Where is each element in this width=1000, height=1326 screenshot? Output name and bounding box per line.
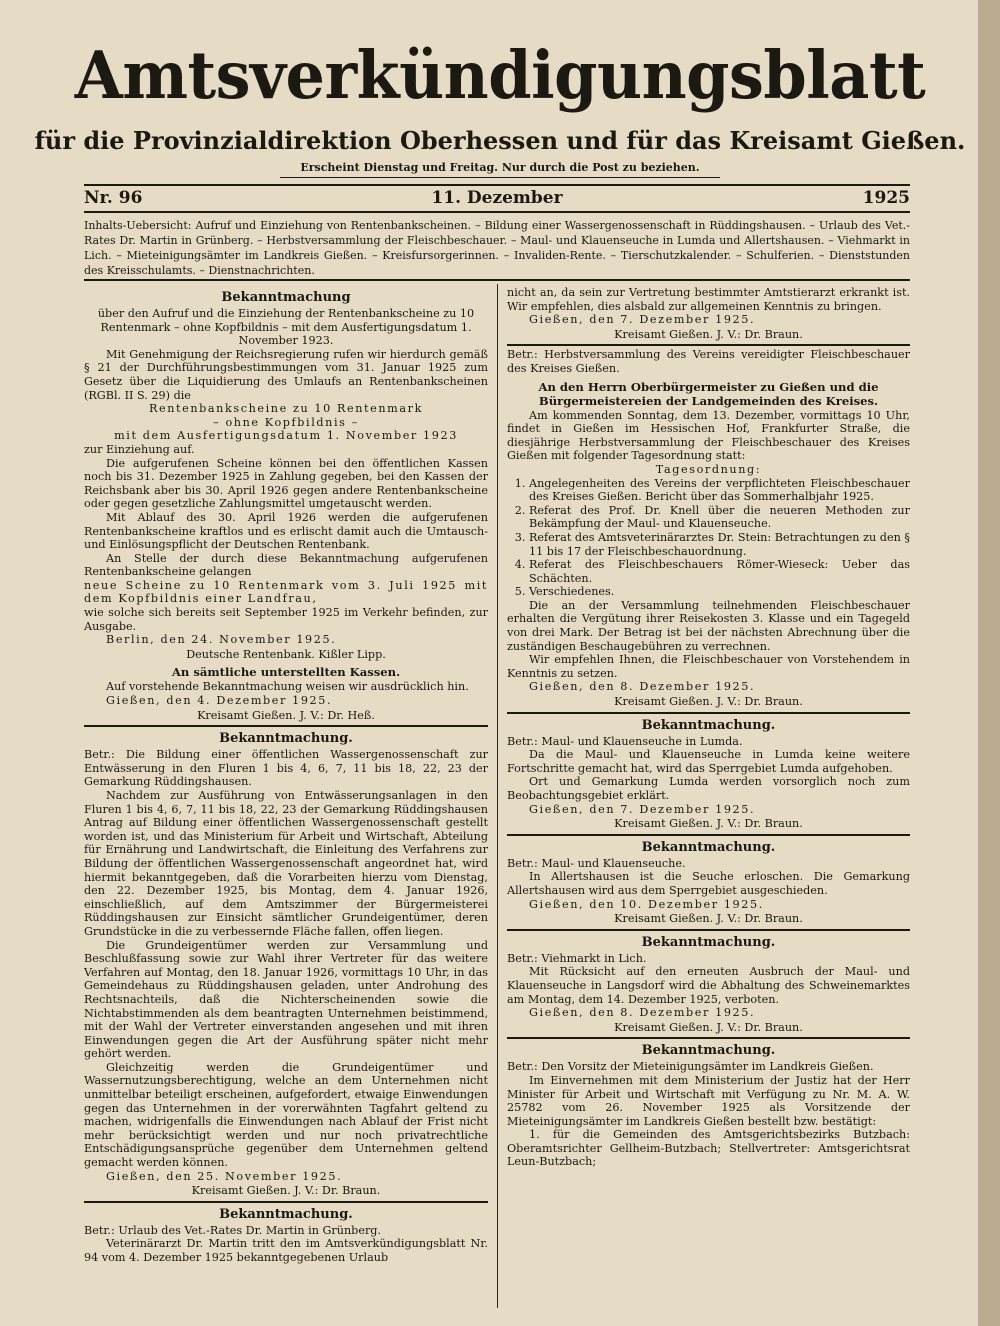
agenda-item: 1. Angelegenheiten des Vereins der verpflichteten Fleischbeschauer des Kreises Gießen. Bericht über das Sommerhalbjahr 1925. [529, 477, 910, 504]
paragraph: Auf vorstehende Bekanntmachung weisen wir ausdrücklich hin. [106, 680, 469, 694]
agenda-item: 4. Referat des Fleischbeschauers Römer-Wieseck: Ueber das Schächten. [529, 558, 910, 585]
paragraph: Im Einvernehmen mit dem Ministerium der Justiz hat der Herr Minister für Arbeit und Wirtschaft mit Verfügung zu Nr. M. A. W. 25782 vom 26. November 1925 als Vorsitzende der Mieteinigungsämter im Landkreis Gießen bestellt bzw. bestätigt: [507, 1073, 910, 1128]
paragraph: Nachdem zur Ausführung von Entwässerungsanlagen in den Fluren 1 bis 4, 6, 7, 11 bis 18, 22, 23 der Gemarkung Rüddingshausen Antrag auf Bildung einer öffentlichen Wassergenossenschaft gestellt worden ist, und das Ministerium für Arbeit und Wirtschaft, Abteilung für Ernährung und Landwirtschaft, die Einleitung des Verfahrens zur Bildung der öffentlichen Wassergenossenschaft angeordnet hat, wird hiermit bekanntgegeben, daß die Vorarbeiten hierzu vom Dienstag, den 22. Dezember 1925, bis Montag, dem 4. Januar 1926, einschließlich, auf dem Amtszimmer der Bürgermeisterei Rüddingshausen zur Einsicht sämtlicher Grundeigentümer, deren Grundstücke in die zu verbessernde Fläche fallen, offen liegen. [84, 789, 488, 938]
subject-line: Betr.: Viehmarkt in Lich. [507, 951, 647, 965]
subject-line: Betr.: Maul- und Klauenseuche. [507, 856, 686, 870]
section-rule [507, 929, 910, 931]
issue-rule-bottom [84, 211, 910, 213]
place-date: Gießen, den 10. Dezember 1925. [529, 897, 764, 911]
section-rule [507, 712, 910, 714]
subject-line: Betr.: Den Vorsitz der Mieteinigungsämter im Landkreis Gießen. [507, 1060, 874, 1074]
section-heading: Bekanntmachung. [641, 934, 776, 950]
agenda-item: 3. Referat des Amtsveterinärarztes Dr. Stein: Betrachtungen zu den § 11 bis 17 der Fleischbeschauordnung. [529, 531, 910, 558]
emphasis-line: – ohne Kopfbildnis – [213, 415, 359, 429]
issue-date: 11. Dezember [431, 188, 563, 208]
issue-bar [84, 186, 910, 210]
section-heading: Bekanntmachung. [641, 1043, 776, 1059]
paragraph: Wir empfehlen Ihnen, die Fleischbeschauer von Vorstehendem in Kenntnis zu setzen. [507, 653, 910, 680]
masthead-rule [280, 177, 720, 178]
subject-line: Betr.: Herbstversammlung des Vereins vereidigter Fleischbeschauer des Kreises Gießen. [507, 348, 910, 375]
emphasis-line: neue Scheine zu 10 Rentenmark vom 3. Juli 1925 mit dem Kopfbildnis einer Landfrau, [84, 578, 488, 606]
place-date: Gießen, den 25. November 1925. [106, 1169, 343, 1183]
section-rule [507, 344, 910, 346]
place-date: Berlin, den 24. November 1925. [106, 633, 337, 647]
place-date: Gießen, den 8. Dezember 1925. [529, 1006, 756, 1020]
column-divider [497, 284, 498, 1308]
announcement-intro: über den Aufruf und die Einziehung der Rentenbankscheine zu 10 Rentenmark – ohne Kopfbildnis – mit dem Ausfertigungsdatum 1. November 1923. [97, 307, 475, 348]
paragraph: In Allertshausen ist die Seuche erloschen. Die Gemarkung Allertshausen wird aus dem Sperrgebiet ausgeschieden. [507, 870, 910, 897]
right-column [507, 286, 910, 1169]
place-date: Gießen, den 4. Dezember 1925. [106, 694, 333, 708]
paragraph: Am kommenden Sonntag, dem 13. Dezember, vormittags 10 Uhr, findet in Gießen im Hessischen Hof, Frankfurter Straße, die diesjährige Herbstversammlung der Fleischbeschauer des Kreises Gießen mit folgender Tagesordnung statt: [507, 408, 910, 463]
section-rule [507, 834, 910, 836]
paragraph: wie solche sich bereits seit September 1925 im Verkehr befinden, zur Ausgabe. [84, 606, 488, 633]
paragraph: Mit Rücksicht auf den erneuten Ausbruch der Maul- und Klauenseuche in Langsdorf wird die Abhaltung des Schweinemarktes am Montag, dem 14. Dezember 1925, verboten. [507, 965, 910, 1006]
paragraph: Mit Genehmigung der Reichsregierung rufen wir hierdurch gemäß § 21 der Durchführungsbestimmungen vom 31. Januar 1925 zum Gesetz über die Liquidierung des Umlaufs an Rentenbankscheinen (RGBl. II S. 29) die [84, 347, 488, 402]
left-column [84, 286, 488, 1265]
signature: Kreisamt Gießen. J. V.: Dr. Braun. [614, 327, 803, 341]
paragraph: Veterinärarzt Dr. Martin tritt den im Amtsverkündigungsblatt Nr. 94 vom 4. Dezember 1925 bekanntgegebenen Urlaub [84, 1237, 488, 1264]
agenda-item: 5. Verschiedenes. [529, 585, 910, 599]
masthead-title: Amtsverkündigungsblatt [74, 37, 926, 114]
paragraph: 1. für die Gemeinden des Amtsgerichtsbezirks Butzbach: Oberamtsrichter Gellheim-Butzbach; Stellvertreter: Amtsgerichtsrat Leun-Butzbach; [507, 1128, 910, 1169]
section-rule [84, 1201, 488, 1203]
signature: Kreisamt Gießen. J. V.: Dr. Braun. [614, 912, 803, 926]
subject-line: Betr.: Urlaub des Vet.-Rates Dr. Martin in Grünberg. [84, 1223, 382, 1237]
masthead-subtitle: für die Provinzialdirektion Oberhessen und für das Kreisamt Gießen. [34, 126, 966, 155]
section-heading: An sämtliche unterstellten Kassen. [171, 665, 401, 680]
place-date: Gießen, den 8. Dezember 1925. [529, 680, 756, 694]
signature: Kreisamt Gießen. J. V.: Dr. Braun. [614, 817, 803, 831]
signature: Kreisamt Gießen. J. V.: Dr. Braun. [191, 1184, 381, 1198]
emphasis-line: mit dem Ausfertigungsdatum 1. November 1923 [114, 429, 458, 443]
paragraph: Gleichzeitig werden die Grundeigentümer und Wassernutzungsberechtigung, welche an dem Unternehmen nicht unmittelbar beteiligt erscheinen, aufgefordert, etwaige Einwendungen gegen das Unternehmen in der vorerwähnten Tagfahrt geltend zu machen, widrigenfalls die Einwendungen nach Ablauf der Frist nicht mehr berücksichtigt werden und nur noch privatrechtliche Entschädigungsansprüche gegenüber dem Unternehmen geltend gemacht werden können. [84, 1060, 488, 1170]
subject-line: Betr.: Die Bildung einer öffentlichen Wassergenossenschaft zur Entwässerung in den Fluren 1 bis 4, 6, 7, 11 bis 18, 22, 23 der Gemarkung Rüddingshausen. [84, 748, 488, 789]
paragraph: Ort und Gemarkung Lumda werden vorsorglich noch zum Beobachtungsgebiet erklärt. [507, 775, 910, 802]
signature: Kreisamt Gießen. J. V.: Dr. Braun. [614, 695, 803, 709]
issue-number: Nr. 96 [84, 188, 143, 208]
emphasis-line: Rentenbankscheine zu 10 Rentenmark [148, 402, 423, 416]
agenda-item: 2. Referat des Prof. Dr. Knell über die neueren Methoden zur Bekämpfung der Maul- und Klauenseuche. [529, 504, 910, 531]
section-heading: Bekanntmachung [221, 290, 351, 305]
section-heading: Bekanntmachung. [641, 717, 776, 733]
paragraph: An Stelle der durch diese Bekanntmachung aufgerufenen Rentenbankscheine gelangen [84, 551, 488, 579]
place-date: Gießen, den 7. Dezember 1925. [529, 802, 756, 816]
section-rule [84, 725, 488, 727]
paragraph: Die aufgerufenen Scheine können bei den öffentlichen Kassen noch bis 31. Dezember 1925 in Zahlung gegeben, bei den Kassen der Reichsbank aber bis 30. April 1926 gegen andere Rentenbankscheine oder gegen gesetzliche Zahlungsmittel umgetauscht werden. [84, 456, 488, 511]
agenda-title: Tagesordnung: [655, 462, 762, 476]
paragraph: nicht an, da sein zur Vertretung bestimmter Amtstierarzt erkrankt ist. Wir empfehlen, dies alsbald zur allgemeinen Kenntnis zu bringen. [507, 286, 910, 313]
issue-year: 1925 [862, 188, 910, 208]
subject-line: Betr.: Maul- und Klauenseuche in Lumda. [507, 734, 743, 748]
agenda-list [507, 477, 910, 599]
paragraph: zur Einziehung auf. [84, 442, 195, 456]
toc-rule [84, 279, 910, 281]
section-heading: Bekanntmachung. [219, 1206, 353, 1222]
table-of-contents: Inhalts-Uebersicht: Aufruf und Einziehung von Rentenbankscheinen. – Bildung einer Wassergenossenschaft in Rüddingshausen. – Urlaub des Vet.-Rates Dr. Martin in Grünberg. – Herbstversammlung der Fleischbeschauer. – Maul- und Klauenseuche in Lumda und Allertshausen. – Viehmarkt in Lich. – Mieteinigungsämter im Landkreis Gießen. – Kreisfursorgerinnen. – Invaliden-Rente. – Tierschutzkalender. – Schulferien. – Dienststunden des Kreisschulamts. – Dienstnachrichten. [84, 219, 910, 277]
paragraph: Die Grundeigentümer werden zur Versammlung und Beschlußfassung sowie zur Wahl ihrer Vertreter für das weitere Verfahren auf Montag, den 18. Januar 1926, vormittags 10 Uhr, in das Gemeindehaus zu Rüddingshausen geladen, unter Androhung des Rechtsnachteils, daß die Nichterscheinenden sowie die Nichtabstimmenden als dem beantragten Unternehmen beistimmend, mit der Wahl der Vertreter einverstanden angesehen und mit ihren Einwendungen gegen die Art der Ausführung später nicht mehr gehört werden. [84, 938, 488, 1061]
masthead-note: Erscheint Dienstag und Freitag. Nur durch die Post zu beziehen. [300, 161, 700, 174]
place-date: Gießen, den 7. Dezember 1925. [529, 313, 756, 327]
page-edge [978, 0, 1000, 1326]
section-heading: An den Herrn Oberbürgermeister zu Gießen und die Bürgermeistereien der Landgemeinden des Kreises. [538, 379, 879, 408]
paragraph: Da die Maul- und Klauenseuche in Lumda keine weitere Fortschritte gemacht hat, wird das Sperrgebiet Lumda aufgehoben. [507, 748, 910, 775]
paragraph: Mit Ablauf des 30. April 1926 werden die aufgerufenen Rentenbankscheine kraftlos und es erlischt damit auch die Umtausch- und Einlösungspflicht der Deutschen Rentenbank. [84, 510, 488, 552]
section-heading: Bekanntmachung. [219, 731, 353, 747]
signature: Deutsche Rentenbank. Kißler Lipp. [186, 647, 386, 661]
paragraph: Die an der Versammlung teilnehmenden Fleischbeschauer erhalten die Vergütung ihrer Reisekosten 3. Klasse und ein Tagegeld von drei Mark. Der Betrag ist bei der nächsten Abrechnung über die zuständigen Beschaugebühren zu verrechnen. [507, 598, 910, 653]
section-rule [507, 1037, 910, 1039]
section-heading: Bekanntmachung. [641, 839, 776, 855]
signature: Kreisamt Gießen. J. V.: Dr. Braun. [614, 1020, 803, 1034]
signature: Kreisamt Gießen. J. V.: Dr. Heß. [197, 708, 375, 722]
